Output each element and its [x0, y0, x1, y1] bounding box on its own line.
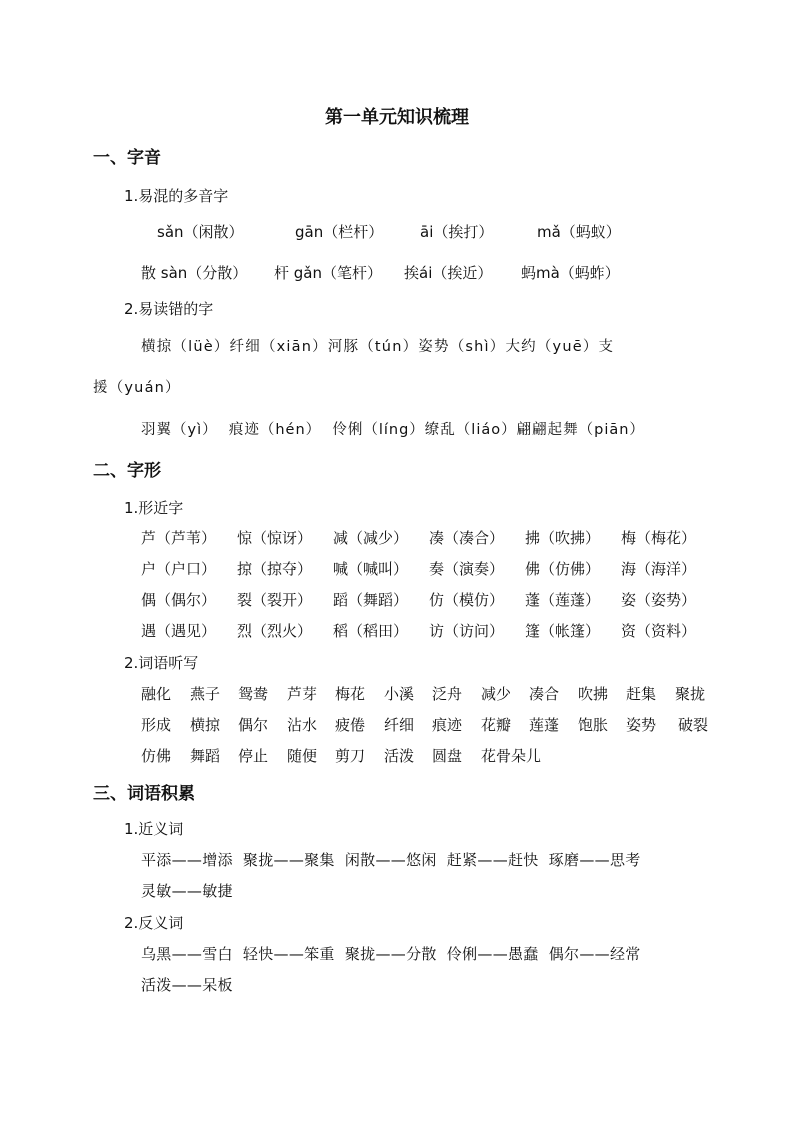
similar-char: 减（减少） [333, 529, 409, 547]
similar-char: 掠（掠夺） [237, 560, 313, 578]
similar-char: 梅（梅花） [621, 529, 697, 547]
dictation-word: 融化 [141, 685, 172, 703]
subheading-dictation: 2.词语听写 [124, 654, 199, 672]
similar-char: 遇（遇见） [141, 622, 217, 640]
similar-char: 资（资料） [621, 622, 697, 640]
similar-char: 姿（姿势） [621, 591, 697, 609]
subheading-synonyms: 1.近义词 [124, 820, 184, 838]
dictation-word: 形成 [141, 716, 172, 734]
similar-char: 仿（模仿） [429, 591, 505, 609]
section-heading-vocabulary: 三、词语积累 [93, 784, 195, 804]
dictation-word: 痕迹 [432, 716, 463, 734]
dictation-word: 小溪 [384, 685, 415, 703]
similar-char: 烈（烈火） [237, 622, 313, 640]
similar-char: 拂（吹拂） [525, 529, 601, 547]
polyphonic-item: āi（挨打） [420, 223, 494, 241]
dictation-word: 疲倦 [335, 716, 366, 734]
similar-char: 户（户口） [141, 560, 217, 578]
similar-char: 蓬（莲蓬） [525, 591, 601, 609]
dictation-word: 芦芽 [287, 685, 318, 703]
dictation-word: 停止 [238, 747, 269, 765]
dictation-word: 沾水 [287, 716, 318, 734]
dictation-word: 破裂 [678, 716, 709, 734]
similar-char: 蹈（舞蹈） [333, 591, 409, 609]
dictation-word: 莲蓬 [529, 716, 560, 734]
section-heading-glyphs: 二、字形 [93, 461, 161, 481]
similar-char: 惊（惊讶） [237, 529, 313, 547]
polyphonic-item: 杆 gǎn（笔杆） [274, 264, 382, 282]
dictation-word: 圆盘 [432, 747, 463, 765]
dictation-word: 纤细 [384, 716, 415, 734]
dictation-word: 随便 [287, 747, 318, 765]
similar-char: 访（访问） [429, 622, 505, 640]
subheading-similar-chars: 1.形近字 [124, 499, 184, 517]
similar-char: 偶（偶尔） [141, 591, 217, 609]
section-heading-pronunciation: 一、字音 [93, 148, 161, 168]
dictation-word: 活泼 [384, 747, 415, 765]
dictation-word: 饱胀 [578, 716, 609, 734]
dictation-word: 梅花 [335, 685, 366, 703]
dictation-word: 吹拂 [578, 685, 609, 703]
dictation-word: 姿势 [626, 716, 657, 734]
dictation-word: 聚拢 [675, 685, 706, 703]
dictation-word: 泛舟 [432, 685, 463, 703]
similar-char: 稻（稻田） [333, 622, 409, 640]
dictation-word: 舞蹈 [190, 747, 221, 765]
similar-char: 喊（喊叫） [333, 560, 409, 578]
dictation-word: 剪刀 [335, 747, 366, 765]
similar-char: 裂（裂开） [237, 591, 313, 609]
polyphonic-item: sǎn（闲散） [157, 223, 244, 241]
misread-line-2: 援（yuán） [93, 380, 181, 396]
dictation-word: 减少 [481, 685, 512, 703]
dictation-word: 横掠 [190, 716, 221, 734]
polyphonic-item: gān（栏杆） [295, 223, 384, 241]
antonyms-line-1: 乌黑——雪白 轻快——笨重 聚拢——分散 伶俐——愚蠢 偶尔——经常 [141, 945, 641, 963]
subheading-polyphonic: 1.易混的多音字 [124, 187, 229, 205]
dictation-word: 鸳鸯 [238, 685, 269, 703]
similar-char: 海（海洋） [621, 560, 697, 578]
similar-char: 凑（凑合） [429, 529, 505, 547]
antonyms-line-2: 活泼——呆板 [141, 976, 233, 994]
page-title: 第一单元知识梳理 [325, 107, 469, 128]
polyphonic-item: 挨ái（挨近） [404, 264, 493, 282]
subheading-misread: 2.易读错的字 [124, 300, 214, 318]
similar-char: 佛（仿佛） [525, 560, 601, 578]
synonyms-line-1: 平添——增添 聚拢——聚集 闲散——悠闲 赶紧——赶快 琢磨——思考 [141, 851, 641, 869]
dictation-word: 花瓣 [481, 716, 512, 734]
dictation-word: 赶集 [626, 685, 657, 703]
misread-line-1: 横掠（lüè）纤细（xiān）河豚（tún）姿势（shì）大约（yuē）支 [141, 339, 615, 355]
misread-line-3: 羽翼（yì） 痕迹（hén） 伶俐（líng）缭乱（liáo）翩翩起舞（piān） [141, 422, 645, 438]
subheading-antonyms: 2.反义词 [124, 914, 184, 932]
similar-char: 芦（芦苇） [141, 529, 217, 547]
similar-char: 篷（帐篷） [525, 622, 601, 640]
dictation-word: 花骨朵儿 [481, 747, 542, 765]
polyphonic-item: 蚂mà（蚂蚱） [521, 264, 620, 282]
polyphonic-item: mǎ（蚂蚁） [537, 223, 621, 241]
polyphonic-item: 散 sàn（分散） [141, 264, 248, 282]
synonyms-line-2: 灵敏——敏捷 [141, 882, 233, 900]
dictation-word: 偶尔 [238, 716, 269, 734]
similar-char: 奏（演奏） [429, 560, 505, 578]
dictation-word: 仿佛 [141, 747, 172, 765]
dictation-word: 凑合 [529, 685, 560, 703]
dictation-word: 燕子 [190, 685, 221, 703]
